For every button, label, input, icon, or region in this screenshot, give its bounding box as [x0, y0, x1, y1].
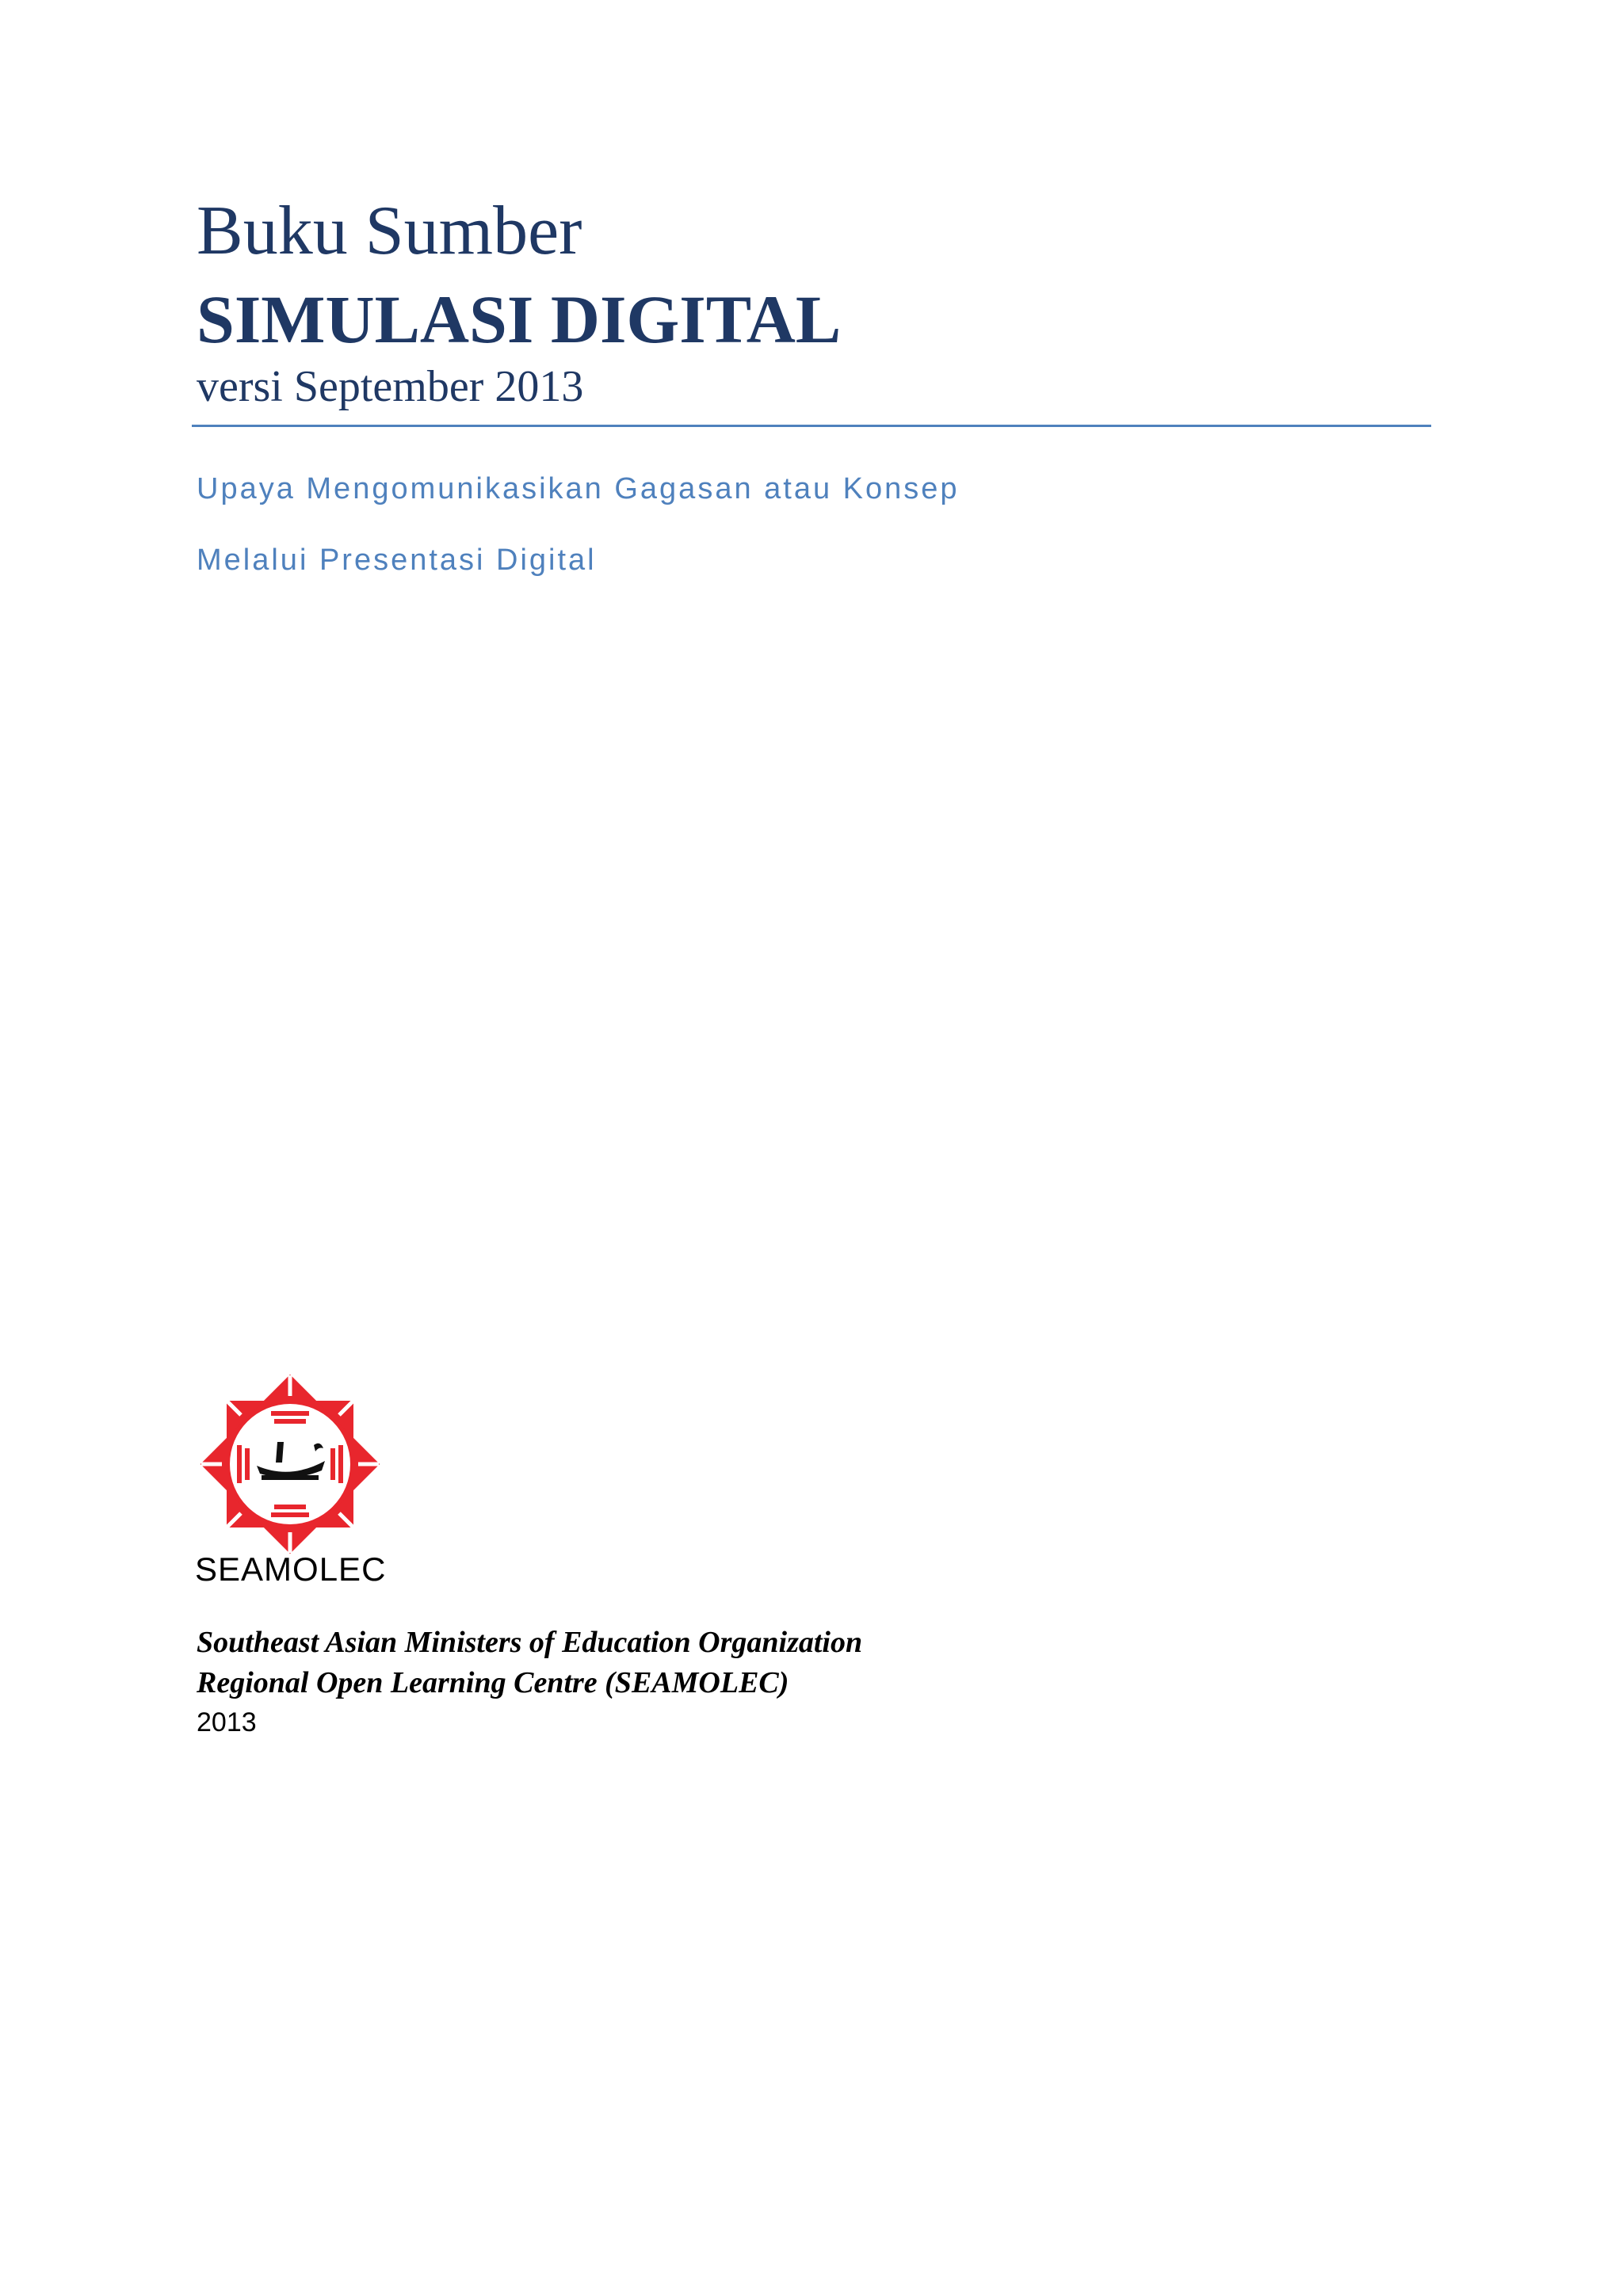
- title-version: versi September 2013: [197, 362, 584, 411]
- subtitle-line-2: Melalui Presentasi Digital: [197, 543, 597, 577]
- publication-year: 2013: [197, 1707, 257, 1737]
- subtitle-line-1: Upaya Mengomunikasikan Gagasan atau Konsep: [197, 472, 960, 505]
- title-buku-sumber: Buku Sumber: [197, 193, 582, 269]
- publisher-line-2: Regional Open Learning Centre (SEAMOLEC): [197, 1666, 789, 1699]
- title-divider: [192, 425, 1431, 427]
- logo-wordmark: SEAMOLEC: [195, 1550, 387, 1588]
- seamolec-emblem-icon: [195, 1369, 385, 1559]
- publisher-line-1: Southeast Asian Ministers of Education Organization: [197, 1626, 863, 1659]
- title-main: SIMULASI DIGITAL: [197, 281, 842, 357]
